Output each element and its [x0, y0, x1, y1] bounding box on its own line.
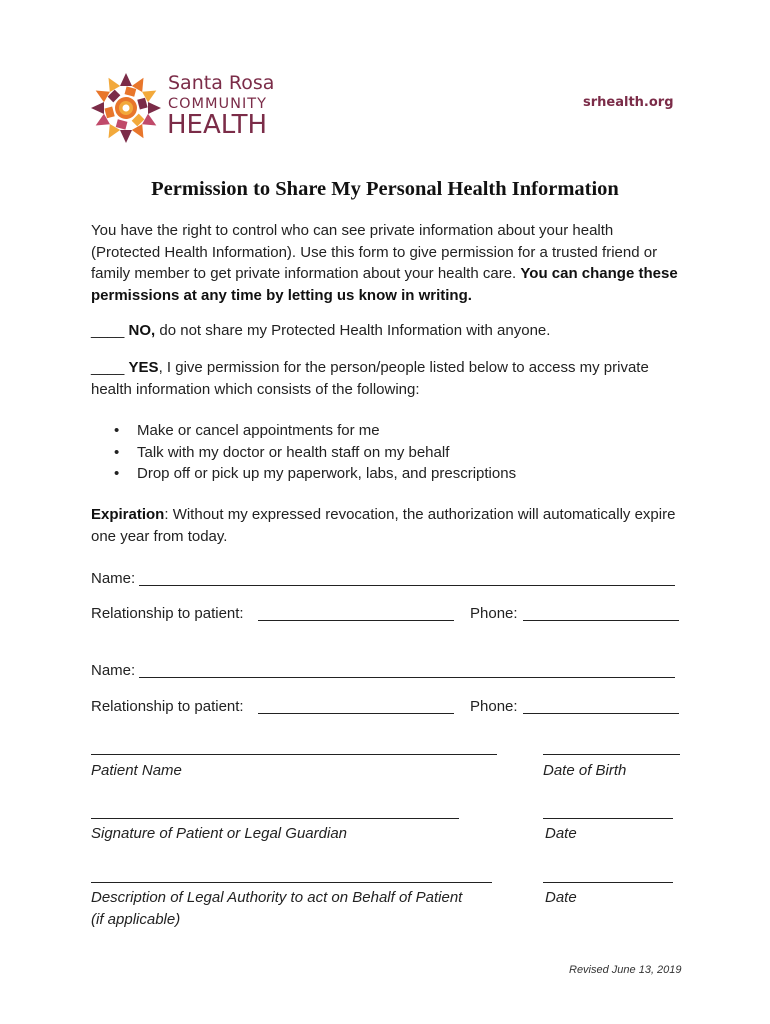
expiration-paragraph	[91, 504, 683, 547]
revised-date: Revised June 13, 2019	[569, 964, 682, 976]
date-of-birth-caption: Date of Birth	[543, 762, 627, 779]
authority-caption	[91, 887, 511, 930]
person1-phone-label: Phone:	[470, 605, 518, 622]
signature-date-field[interactable]	[543, 818, 673, 819]
list-item: • Make or cancel appointments for me	[91, 420, 683, 442]
option-no-label: NO,	[128, 322, 156, 339]
person1-name-label: Name:	[91, 570, 136, 587]
signature-field[interactable]	[91, 818, 459, 819]
option-no-text: do not share my Protected Health Information with anyone.	[159, 322, 551, 339]
signature-date-caption: Date	[545, 825, 577, 842]
person1-relationship-field[interactable]	[258, 620, 454, 621]
date-of-birth-field[interactable]	[543, 754, 680, 755]
patient-name-field[interactable]	[91, 754, 497, 755]
website-link[interactable]: srhealth.org	[583, 95, 674, 110]
permissions-list	[91, 420, 683, 485]
intro-text: You have the right to control who can see private information about your health (Protected Health Information). Use this form to give permission for a trusted friend or family member to get private information about your health care.	[91, 222, 658, 282]
option-yes-label: YES	[128, 359, 159, 376]
expiration-text: : Without my expressed revocation, the authorization will automatically expire one year from today.	[91, 506, 676, 545]
person1-relationship-label: Relationship to patient:	[91, 605, 244, 622]
list-item: • Talk with my doctor or health staff on my behalf	[91, 442, 683, 464]
person1-phone-field[interactable]	[523, 620, 679, 621]
list-item: • Drop off or pick up my paperwork, labs, and prescriptions	[91, 463, 683, 485]
option-no-blank[interactable]: ____	[91, 322, 125, 339]
intro-paragraph	[91, 220, 683, 306]
authority-date-field[interactable]	[543, 882, 673, 883]
person2-relationship-label: Relationship to patient:	[91, 698, 244, 715]
person2-phone-field[interactable]	[523, 713, 679, 714]
person1-name-field[interactable]	[139, 585, 675, 586]
authority-caption-line1: Description of Legal Authority to act on Behalf of Patient	[91, 889, 463, 906]
option-yes[interactable]	[91, 357, 683, 400]
option-yes-blank[interactable]: ____	[91, 359, 125, 376]
person2-name-label: Name:	[91, 662, 136, 679]
org-name-line2: COMMUNITY	[168, 96, 268, 112]
option-yes-text: , I give permission for the person/people listed below to access my private health information which consists of the following:	[91, 359, 649, 398]
signature-caption: Signature of Patient or Legal Guardian	[91, 825, 348, 842]
org-name-line3: HEALTH	[167, 110, 268, 140]
intro-emphasis: You can change these permissions at any time by letting us know in writing.	[91, 265, 678, 304]
authority-field[interactable]	[91, 882, 492, 883]
expiration-label: Expiration	[91, 506, 165, 523]
option-no[interactable]	[91, 320, 683, 342]
sunburst-logo-icon	[88, 70, 164, 146]
patient-name-caption: Patient Name	[91, 762, 182, 779]
person2-relationship-field[interactable]	[258, 713, 454, 714]
org-name-line1: Santa Rosa	[168, 72, 275, 94]
person2-name-field[interactable]	[139, 677, 675, 678]
authority-date-caption: Date	[545, 889, 577, 906]
logo	[88, 70, 275, 146]
authority-caption-line2: (if applicable)	[91, 910, 181, 928]
person2-phone-label: Phone:	[470, 698, 518, 715]
page-title: Permission to Share My Personal Health Information	[151, 178, 619, 200]
